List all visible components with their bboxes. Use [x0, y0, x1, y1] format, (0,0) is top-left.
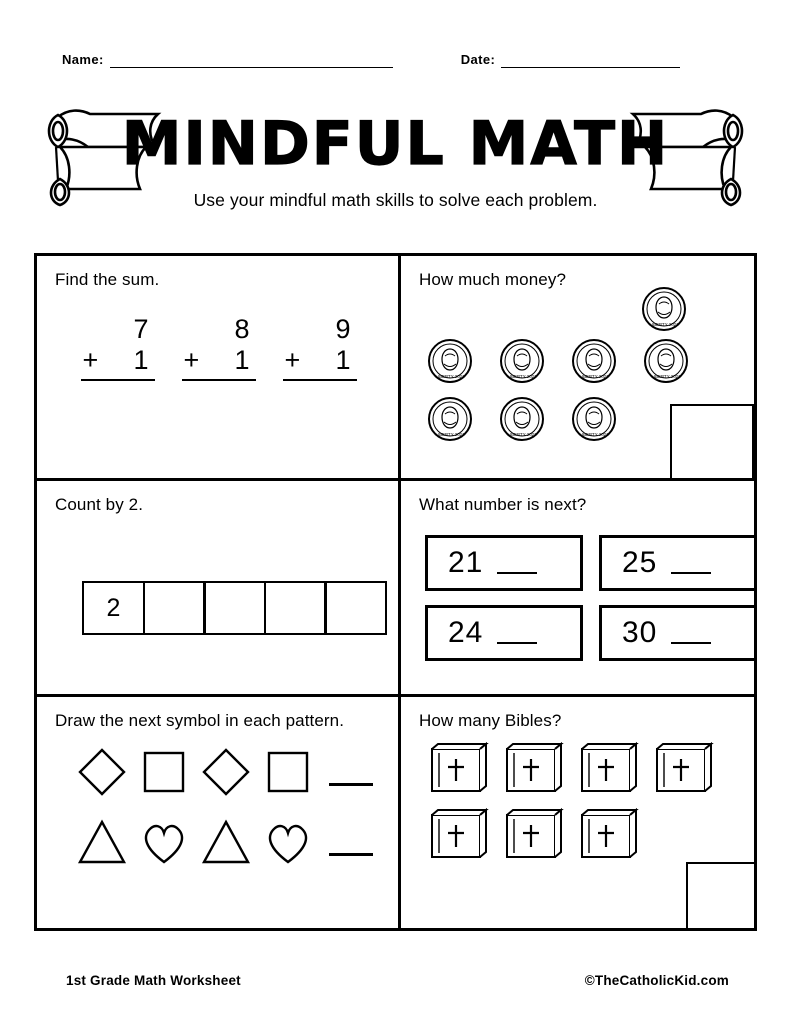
shape-slot	[71, 813, 133, 871]
next-number-box[interactable]	[599, 605, 754, 661]
footer-right-text: ©TheCatholicKid.com	[584, 973, 729, 988]
penny-coin	[643, 338, 689, 384]
shape-slot	[257, 743, 319, 801]
count-by-2-row	[82, 581, 387, 635]
prompt-find-the-sum: Find the sum.	[55, 270, 160, 289]
title-block	[0, 96, 791, 211]
pattern-row	[55, 813, 382, 871]
addend-top: 8	[234, 314, 250, 344]
footer	[66, 973, 729, 988]
money-answer-box[interactable]	[670, 404, 754, 481]
next-number-grid	[425, 535, 738, 661]
svg-text:LIBERTY 2021: LIBERTY 2021	[435, 374, 465, 379]
svg-text:LIBERTY 2021: LIBERTY 2021	[507, 374, 537, 379]
next-number-blank[interactable]	[671, 552, 711, 574]
shape-slot	[71, 743, 133, 801]
heart-icon	[139, 819, 189, 865]
shape-slot	[133, 743, 195, 801]
prompt-draw-next-symbol: Draw the next symbol in each pattern.	[55, 711, 345, 730]
section-how-many-bibles	[401, 697, 754, 928]
pattern-answer-line[interactable]	[329, 781, 373, 786]
next-number-box[interactable]	[425, 605, 583, 661]
date-input-line[interactable]	[501, 54, 680, 68]
bible-book	[497, 739, 566, 801]
penny-coin	[571, 396, 617, 442]
svg-text:LIBERTY 2021: LIBERTY 2021	[579, 432, 609, 437]
next-number-blank[interactable]	[671, 622, 711, 644]
addend-bottom: 1	[234, 345, 250, 376]
svg-text:LIBERTY 2021: LIBERTY 2021	[579, 374, 609, 379]
shape-slot	[195, 743, 257, 801]
bible-book	[647, 739, 716, 801]
coin-group	[419, 292, 738, 472]
next-number-box[interactable]	[425, 535, 583, 591]
prompt-count-by-2: Count by 2.	[55, 495, 144, 514]
addend-bottom: 1	[335, 345, 351, 376]
heart-icon	[263, 819, 313, 865]
name-input-line[interactable]	[110, 54, 393, 68]
addition-problem[interactable]	[81, 314, 155, 381]
svg-text:LIBERTY 2021: LIBERTY 2021	[435, 432, 465, 437]
penny-coin	[641, 286, 687, 332]
page-title: MINDFUL MATH	[121, 109, 670, 179]
next-number-blank[interactable]	[497, 622, 537, 644]
next-number-value: 30	[622, 616, 658, 649]
bible-book	[497, 805, 566, 867]
section-what-number-is-next	[401, 481, 754, 697]
prompt-what-number-is-next: What number is next?	[419, 495, 587, 514]
penny-coin	[427, 396, 473, 442]
next-number-value: 21	[448, 546, 484, 579]
svg-text:LIBERTY 2021: LIBERTY 2021	[651, 374, 681, 379]
next-number-blank[interactable]	[497, 552, 537, 574]
section-how-much-money	[401, 256, 754, 481]
svg-text:LIBERTY 2021: LIBERTY 2021	[507, 432, 537, 437]
addend-top: 7	[133, 314, 149, 344]
plus-sign: +	[183, 345, 200, 376]
count-cell[interactable]	[143, 581, 206, 635]
bible-group	[419, 737, 719, 869]
triangle-icon	[77, 819, 127, 865]
diamond-icon	[77, 747, 127, 797]
svg-text:LIBERTY 2021: LIBERTY 2021	[649, 322, 679, 327]
bible-book	[572, 739, 641, 801]
name-label: Name:	[62, 52, 104, 67]
section-find-the-sum	[37, 256, 401, 481]
bibles-answer-box[interactable]	[686, 862, 754, 928]
square-icon	[266, 750, 310, 794]
addition-problems	[55, 314, 382, 381]
date-label: Date:	[460, 52, 496, 67]
count-cell[interactable]: 2	[82, 581, 145, 635]
page-subtitle: Use your mindful math skills to solve each problem.	[193, 190, 598, 210]
square-icon	[142, 750, 186, 794]
next-number-value: 24	[448, 616, 484, 649]
count-cell[interactable]	[324, 581, 387, 635]
count-cell[interactable]	[203, 581, 266, 635]
triangle-icon	[201, 819, 251, 865]
shape-slot	[257, 813, 319, 871]
pattern-answer-line[interactable]	[329, 851, 373, 856]
bible-book	[572, 805, 641, 867]
shape-slot	[195, 813, 257, 871]
pattern-row	[55, 743, 382, 801]
penny-coin	[571, 338, 617, 384]
shape-slot	[133, 813, 195, 871]
addition-problem[interactable]	[182, 314, 256, 381]
addend-top: 9	[335, 314, 351, 344]
addend-bottom: 1	[133, 345, 149, 376]
penny-coin	[427, 338, 473, 384]
section-count-by-2	[37, 481, 401, 697]
plus-sign: +	[82, 345, 99, 376]
plus-sign: +	[284, 345, 301, 376]
next-number-value: 25	[622, 546, 658, 579]
footer-left-text: 1st Grade Math Worksheet	[66, 973, 241, 988]
addition-problem[interactable]	[283, 314, 357, 381]
bible-book	[422, 805, 491, 867]
prompt-how-many-bibles: How many Bibles?	[419, 711, 562, 730]
penny-coin	[499, 338, 545, 384]
count-cell[interactable]	[264, 581, 327, 635]
worksheet-grid	[34, 253, 757, 931]
penny-coin	[499, 396, 545, 442]
name-date-row	[62, 44, 729, 68]
section-draw-next-symbol	[37, 697, 401, 928]
prompt-how-much-money: How much money?	[419, 270, 567, 289]
next-number-box[interactable]	[599, 535, 754, 591]
diamond-icon	[201, 747, 251, 797]
bible-book	[422, 739, 491, 801]
